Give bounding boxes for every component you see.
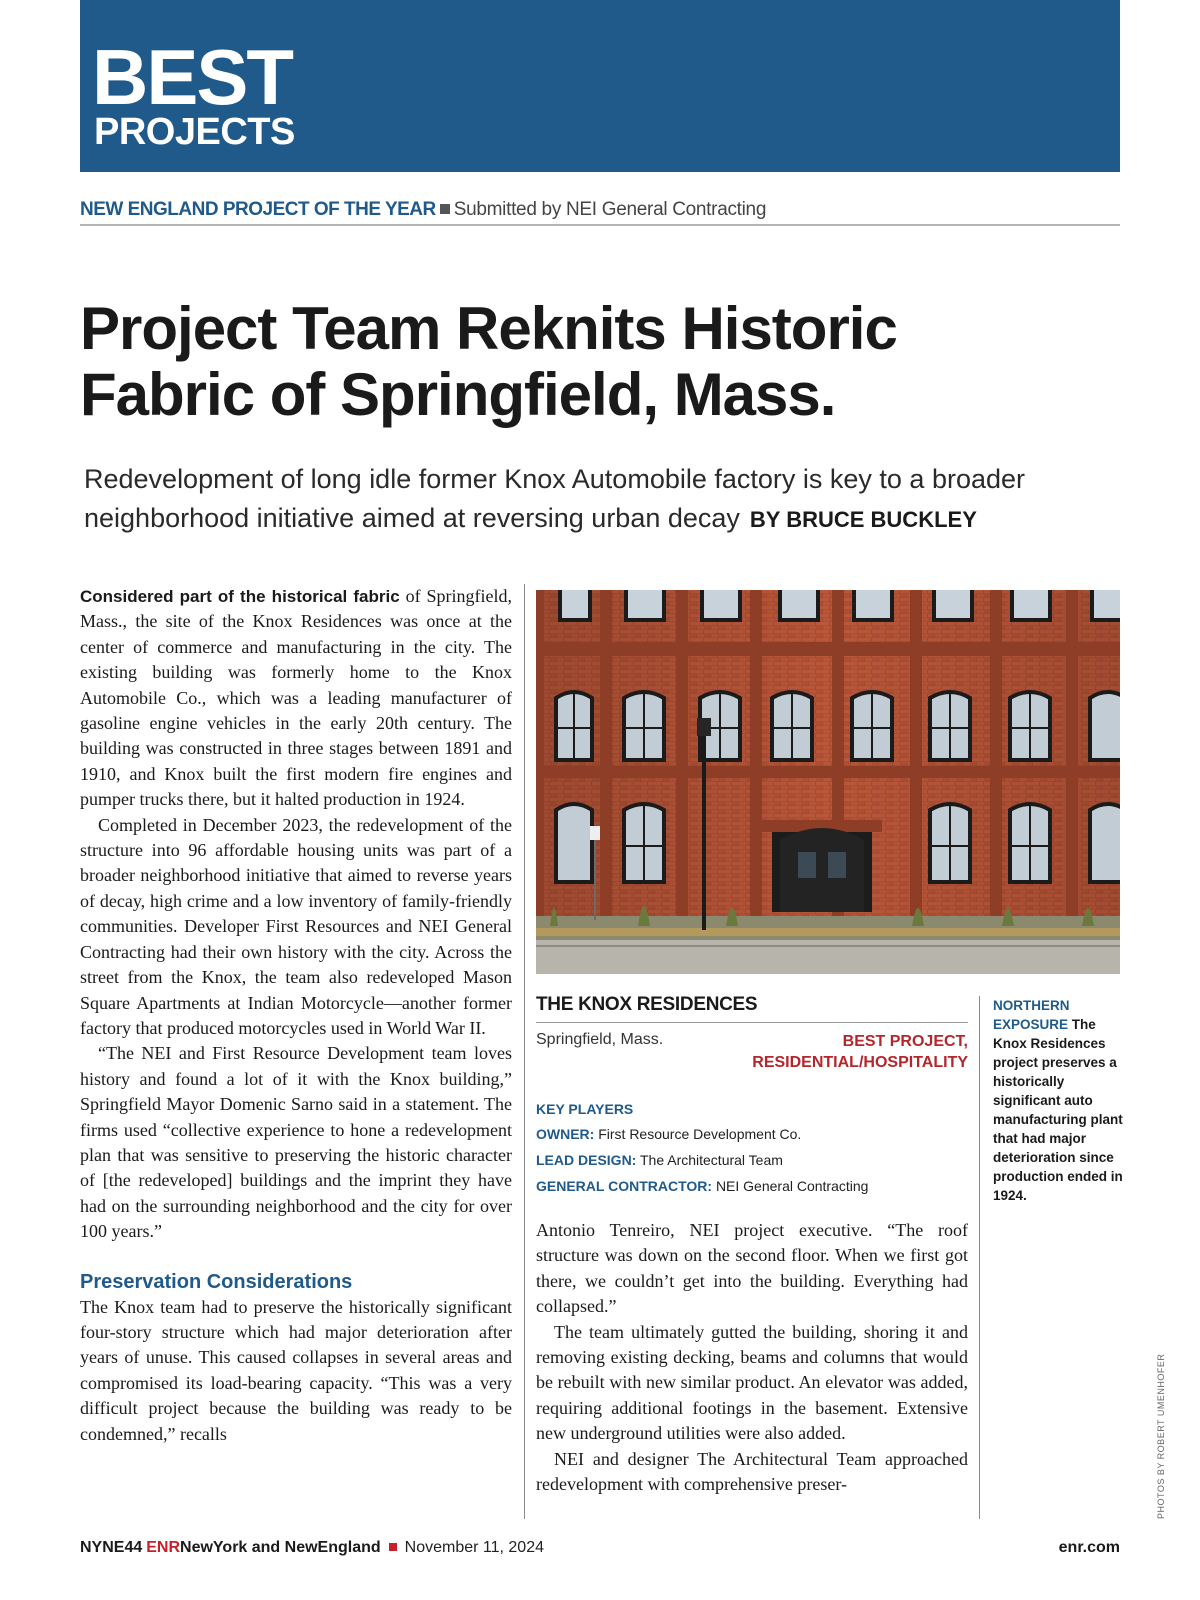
key-players-heading: KEY PLAYERS <box>536 1101 634 1117</box>
enr-logo: ENR <box>146 1539 181 1556</box>
body-column-middle <box>536 1218 968 1497</box>
site-url: enr.com <box>1058 1539 1120 1556</box>
headline <box>80 296 1160 428</box>
player-general-contractor <box>536 1173 968 1199</box>
headline-line1: Project Team Reknits Historic <box>80 295 897 362</box>
section-kicker <box>80 198 1120 226</box>
logo-best: BEST <box>92 33 293 121</box>
body-paragraph: Antonio Tenreiro, NEI project executive. “The roof structure was down on the second floor. When we first got there, we couldn’t get into the building. Everything had collapsed.” <box>536 1220 968 1317</box>
player-role: OWNER: <box>536 1126 595 1142</box>
deck <box>84 460 1134 539</box>
lead-in: Considered part of the historical fabric <box>80 587 400 606</box>
infobox-award <box>752 1031 968 1073</box>
body-column-left <box>80 584 512 1447</box>
infobox-location-row <box>536 1029 968 1085</box>
caption-label: NORTHERN EXPOSURE <box>993 998 1070 1032</box>
page-footer <box>80 1536 1120 1560</box>
masthead-notch <box>1122 95 1200 175</box>
logo-projects: PROJECTS <box>94 111 295 153</box>
issue-date: November 11, 2024 <box>404 1539 544 1556</box>
player-name: First Resource Development Co. <box>598 1126 802 1142</box>
byline: BY BRUCE BUCKLEY <box>749 507 977 532</box>
infobox-location: Springfield, Mass. <box>536 1031 664 1048</box>
player-owner <box>536 1121 968 1147</box>
paragraph-text: of Springfield, Mass., the site of the Knox Residences was once at the center of commerce and manufacturing in the city. The existing building was formerly home to the Knox Automobile Co., which was a leading manufacturer of gasoline engine vehicles in the early 20th century. The building was constructed in three stages between 1891 and 1910, and Knox built the first modern fire engines and pumper trucks there, but it halted production in 1924. <box>80 586 512 810</box>
player-name: The Architectural Team <box>639 1152 783 1168</box>
award-line1: BEST PROJECT, <box>842 1033 968 1050</box>
body-paragraph <box>80 584 512 813</box>
column-divider <box>979 996 980 1519</box>
publication-name: NewYork and NewEngland <box>180 1539 381 1556</box>
page-number: NYNE44 <box>80 1539 143 1556</box>
body-paragraph: The Knox team had to preserve the historically significant four-story structure which had major deterioration after years of unuse. This caused collapses in several areas and compromised its load-bearing capacity. “This was a very difficult project because the building was ready to be condemned,” recalls <box>80 1296 512 1444</box>
subhead: Preservation Considerations <box>80 1270 353 1293</box>
player-role: LEAD DESIGN: <box>536 1152 637 1168</box>
infobox-title: THE KNOX RESIDENCES <box>536 994 968 1023</box>
kicker-label: NEW ENGLAND PROJECT OF THE YEAR <box>80 199 436 220</box>
kicker-square-icon <box>440 204 450 214</box>
photo-credit: PHOTOS BY ROBERT UMENHOFER <box>1156 1353 1166 1519</box>
body-paragraph: The team ultimately gutted the building, shoring it and removing existing decking, beams and columns that would be rebuilt with new similar product. An elevator was added, requiring additional footings in the basement. Extensive new underground utilities were also added. <box>536 1321 968 1444</box>
photo-caption <box>993 996 1123 1205</box>
award-line2: RESIDENTIAL/HOSPITALITY <box>752 1054 968 1071</box>
project-infobox <box>536 994 968 1199</box>
kicker-submitted: Submitted by NEI General Contracting <box>453 199 767 220</box>
deck-text: Redevelopment of long idle former Knox Automobile factory is key to a broader neighborhood initiative aimed at reversing urban decay <box>84 464 1026 533</box>
player-lead-design <box>536 1147 968 1173</box>
player-name: NEI General Contracting <box>715 1178 869 1194</box>
body-paragraph: Completed in December 2023, the redevelopment of the structure into 96 affordable housing units was part of a broader neighborhood initiative that aimed to reverse years of decay, high crime and a low inventory of family-friendly communities. Developer First Resources and NEI General Contracting had their own history with the city. Across the street from the Knox, the team also redeveloped Mason Square Apartments at Indian Motorcycle—another former factory that produced motorcycles used in World War II. <box>80 814 512 1038</box>
column-divider <box>524 584 525 1519</box>
footer-square-icon <box>389 1543 397 1551</box>
player-role: GENERAL CONTRACTOR: <box>536 1178 713 1194</box>
headline-line2: Fabric of Springfield, Mass. <box>80 361 836 428</box>
body-paragraph: “The NEI and First Resource Development team loves history and found a lot of it with the Knox building,” Springfield Mayor Domenic Sarno said in a statement. The firms used “collective experience to hone a redevelopment plan that was sensitive to preserving the historic character of [the redeveloped] buildings and the imprint they have had on the surrounding neighborhood and the city for over 100 years.” <box>80 1043 512 1242</box>
caption-text: The Knox Residences project preserves a historically significant auto manufacturing plant that had major deterioration since production ended in 1924. <box>993 1017 1123 1203</box>
building-photo <box>536 590 1120 974</box>
body-paragraph: NEI and designer The Architectural Team approached redevelopment with comprehensive preser- <box>536 1448 968 1495</box>
